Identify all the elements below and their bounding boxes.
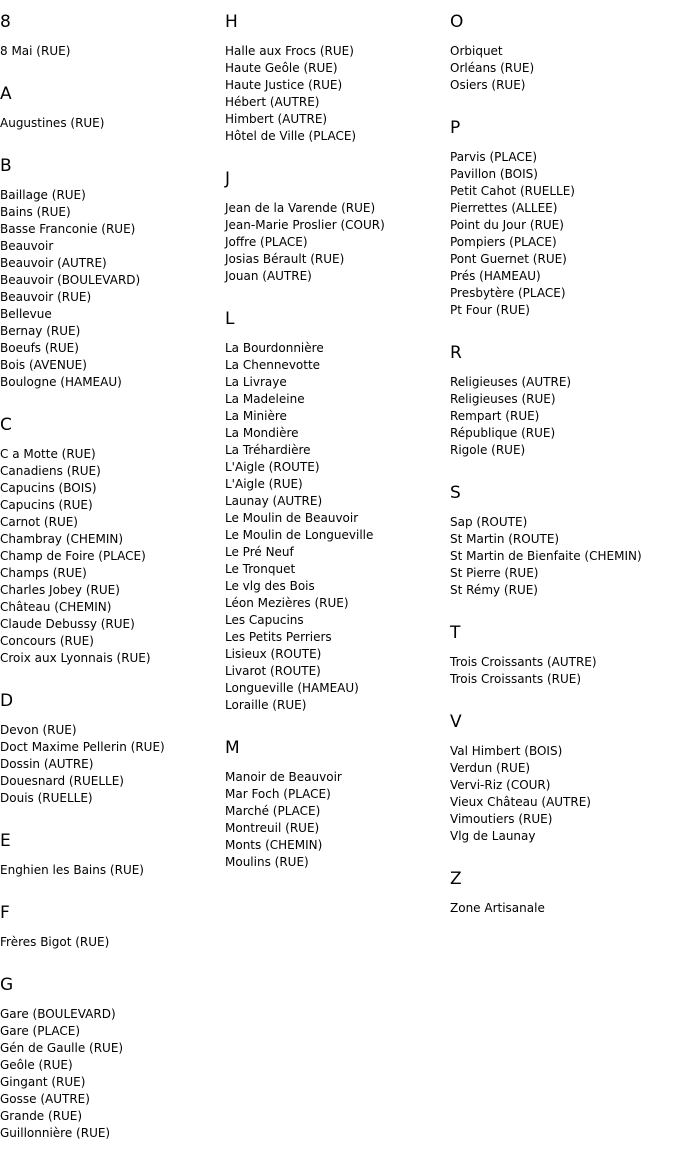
street-item: Enghien les Bains (RUE) [0,863,144,877]
letter-heading: B [0,156,12,176]
street-item: Orléans (RUE) [450,61,535,75]
street-item: Léon Mezières (RUE) [225,596,349,610]
street-item: Osiers (RUE) [450,78,526,92]
street-item: Gén de Gaulle (RUE) [0,1041,124,1055]
street-list [225,189,447,285]
street-item: La Tréhardière [225,443,311,457]
street-item: Gosse (AUTRE) [0,1092,90,1106]
street-item: Pavillon (BOIS) [450,167,538,181]
letter-group [450,688,675,845]
street-list [0,176,222,391]
street-item: Religieuses (RUE) [450,392,556,406]
letter-heading: M [225,738,240,758]
letter-group [450,845,675,917]
street-item: Trois Croissants (AUTRE) [450,655,597,669]
street-item: Le Moulin de Beauvoir [225,511,359,525]
street-item: Moulins (RUE) [225,855,309,869]
letter-heading: R [450,343,462,363]
street-item: Chambray (CHEMIN) [0,532,124,546]
street-item: Verdun (RUE) [450,761,531,775]
street-list [0,711,222,807]
street-item: Orbiquet [450,44,503,58]
letter-heading: Z [450,869,462,889]
street-item: Boeufs (RUE) [0,341,79,355]
letter-heading: C [0,415,12,435]
street-item: Livarot (ROUTE) [225,664,321,678]
street-list [0,851,222,879]
street-list [450,732,675,845]
letter-group [450,459,675,599]
street-item: Le Moulin de Longueville [225,528,374,542]
index-column-2 [225,0,447,871]
street-item: L'Aigle (RUE) [225,477,303,491]
street-item: Bains (RUE) [0,205,71,219]
street-item: Marché (PLACE) [225,804,321,818]
street-item: Josias Bérault (RUE) [225,252,345,266]
street-item: Beauvoir (RUE) [0,290,92,304]
letter-heading: H [225,12,238,32]
street-item: L'Aigle (ROUTE) [225,460,320,474]
street-item: Gare (PLACE) [0,1024,81,1038]
street-item: St Martin de Bienfaite (CHEMIN) [450,549,642,563]
street-item: Joffre (PLACE) [225,235,308,249]
street-item: Concours (RUE) [0,634,94,648]
letter-heading: D [0,691,14,711]
letter-group [225,714,447,871]
letter-heading: S [450,483,461,503]
street-item: Loraille (RUE) [225,698,307,712]
street-item: Parvis (PLACE) [450,150,538,164]
street-item: Croix aux Lyonnais (RUE) [0,651,151,665]
letter-group [0,132,222,391]
letter-heading: G [0,975,14,995]
street-item: Geôle (RUE) [0,1058,73,1072]
letter-group [0,60,222,132]
street-list [450,32,675,94]
letter-group [225,145,447,285]
street-item: Rempart (RUE) [450,409,540,423]
street-item: Devon (RUE) [0,723,77,737]
street-item: Douis (RUELLE) [0,791,93,805]
letter-group [450,599,675,688]
street-item: Capucins (RUE) [0,498,93,512]
street-item: Champ de Foire (PLACE) [0,549,146,563]
street-item: Boulogne (HAMEAU) [0,375,122,389]
letter-heading: T [450,623,461,643]
street-list [225,32,447,145]
street-list [0,923,222,951]
street-item: Guillonnière (RUE) [0,1126,111,1140]
street-item: Le Pré Neuf [225,545,294,559]
street-list [450,643,675,688]
letter-heading: F [0,903,10,923]
street-item: Vimoutiers (RUE) [450,812,553,826]
street-list [450,363,675,459]
street-item: Hôtel de Ville (PLACE) [225,129,357,143]
street-item: Le Tronquet [225,562,296,576]
street-item: St Rémy (RUE) [450,583,538,597]
street-item: Montreuil (RUE) [225,821,320,835]
letter-group [0,807,222,879]
street-item: Hébert (AUTRE) [225,95,320,109]
street-item: St Martin (ROUTE) [450,532,560,546]
index-column-1 [0,0,222,1142]
street-item: Le vlg des Bois [225,579,315,593]
street-item: Douesnard (RUELLE) [0,774,124,788]
street-item: Augustines (RUE) [0,116,105,130]
street-item: Pont Guernet (RUE) [450,252,567,266]
street-item: La Bourdonnière [225,341,324,355]
street-item: Gingant (RUE) [0,1075,86,1089]
street-item: Basse Franconie (RUE) [0,222,136,236]
street-list [0,995,222,1142]
street-item: Claude Debussy (RUE) [0,617,135,631]
street-item: Vieux Château (AUTRE) [450,795,591,809]
letter-group [0,879,222,951]
street-list [225,758,447,871]
street-item: Haute Justice (RUE) [225,78,343,92]
street-list [450,138,675,319]
letter-heading: A [0,84,12,104]
street-item: Himbert (AUTRE) [225,112,328,126]
street-item: Beauvoir (BOULEVARD) [0,273,141,287]
street-item: Jean-Marie Proslier (COUR) [225,218,385,232]
street-item: La Chennevotte [225,358,321,372]
street-item: Capucins (BOIS) [0,481,97,495]
letter-group [450,319,675,459]
street-list [0,32,222,60]
street-item: Jouan (AUTRE) [225,269,312,283]
street-item: La Madeleine [225,392,305,406]
street-item: Point du Jour (RUE) [450,218,564,232]
street-item: Vlg de Launay [450,829,536,843]
street-item: Gare (BOULEVARD) [0,1007,116,1021]
street-list [0,435,222,667]
street-item: Halle aux Frocs (RUE) [225,44,354,58]
street-item: Religieuses (AUTRE) [450,375,572,389]
street-item: Dossin (AUTRE) [0,757,94,771]
street-item: Bellevue [0,307,52,321]
street-item: Monts (CHEMIN) [225,838,323,852]
street-item: Lisieux (ROUTE) [225,647,322,661]
street-item: Beauvoir (AUTRE) [0,256,107,270]
street-item: Launay (AUTRE) [225,494,323,508]
street-item: C a Motte (RUE) [0,447,96,461]
letter-heading: O [450,12,464,32]
street-item: Pompiers (PLACE) [450,235,557,249]
street-item: Presbytère (PLACE) [450,286,566,300]
street-item: La Minière [225,409,287,423]
street-list [450,889,675,917]
street-item: Champs (RUE) [0,566,87,580]
letter-heading: P [450,118,461,138]
street-item: Haute Geôle (RUE) [225,61,338,75]
letter-heading: 8 [0,12,11,32]
street-item: Rigole (RUE) [450,443,526,457]
street-item: Grande (RUE) [0,1109,83,1123]
street-item: Carnot (RUE) [0,515,78,529]
letter-heading: V [450,712,462,732]
street-item: Baillage (RUE) [0,188,86,202]
letter-group [0,951,222,1142]
street-item: Les Petits Perriers [225,630,332,644]
letter-group [0,0,222,60]
street-item: Longueville (HAMEAU) [225,681,359,695]
street-item: Canadiens (RUE) [0,464,101,478]
street-item: Val Himbert (BOIS) [450,744,563,758]
street-item: République (RUE) [450,426,556,440]
street-item: Frères Bigot (RUE) [0,935,110,949]
street-item: Trois Croissants (RUE) [450,672,582,686]
letter-heading: J [225,169,231,189]
street-item: Jean de la Varende (RUE) [225,201,376,215]
letter-group [225,0,447,145]
letter-heading: E [0,831,11,851]
street-item: Doct Maxime Pellerin (RUE) [0,740,165,754]
street-item: Pt Four (RUE) [450,303,530,317]
letter-group [0,391,222,667]
street-item: Château (CHEMIN) [0,600,112,614]
street-item: Les Capucins [225,613,304,627]
street-item: Bernay (RUE) [0,324,81,338]
street-item: Zone Artisanale [450,901,545,915]
index-column-3 [450,0,675,917]
street-item: Charles Jobey (RUE) [0,583,120,597]
street-item: Sap (ROUTE) [450,515,528,529]
street-item: St Pierre (RUE) [450,566,539,580]
letter-heading: L [225,309,235,329]
street-item: Mar Foch (PLACE) [225,787,331,801]
street-item: Manoir de Beauvoir [225,770,342,784]
street-list [0,104,222,132]
street-item: Beauvoir [0,239,54,253]
street-list [450,503,675,599]
street-item: Prés (HAMEAU) [450,269,541,283]
street-item: La Livraye [225,375,287,389]
street-item: 8 Mai (RUE) [0,44,71,58]
letter-group [450,0,675,94]
letter-group [450,94,675,319]
street-item: Vervi-Riz (COUR) [450,778,551,792]
street-item: Bois (AVENUE) [0,358,87,372]
street-list [225,329,447,714]
letter-group [0,667,222,807]
street-item: Petit Cahot (RUELLE) [450,184,575,198]
letter-group [225,285,447,714]
street-item: Pierrettes (ALLEE) [450,201,558,215]
street-item: La Mondière [225,426,299,440]
